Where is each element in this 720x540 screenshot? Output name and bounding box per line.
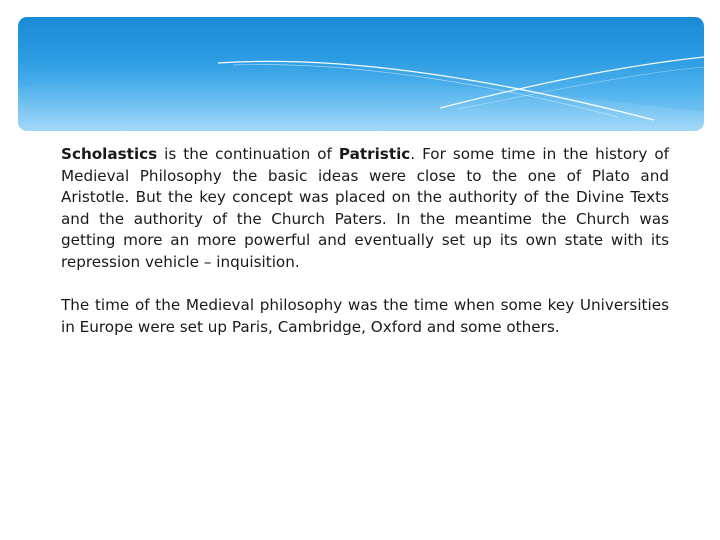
body-text	[61, 144, 669, 338]
paragraph-text: . For some time in the history of Medieval Philosophy the basic ideas were close to the one of Plato and Aristotle. But the key concept was placed on the authority of the Divine Texts and the authority of the Church Paters. In the meantime the Church was getting more an more powerful and eventually set up its own state with its repression vehicle – inquisition.	[61, 145, 669, 271]
decorative-swoosh-lines	[18, 17, 704, 131]
term-scholastics: Scholastics	[61, 145, 158, 163]
paragraph-text: is the continuation of	[157, 145, 339, 163]
header-banner	[18, 17, 704, 131]
term-patristic: Patristic	[338, 145, 411, 163]
paragraph-universities: The time of the Medieval philosophy was the time when some key Universities in Europe were set up Paris, Cambridge, Oxford and some others.	[61, 296, 669, 336]
paragraph-scholastics	[61, 144, 669, 274]
